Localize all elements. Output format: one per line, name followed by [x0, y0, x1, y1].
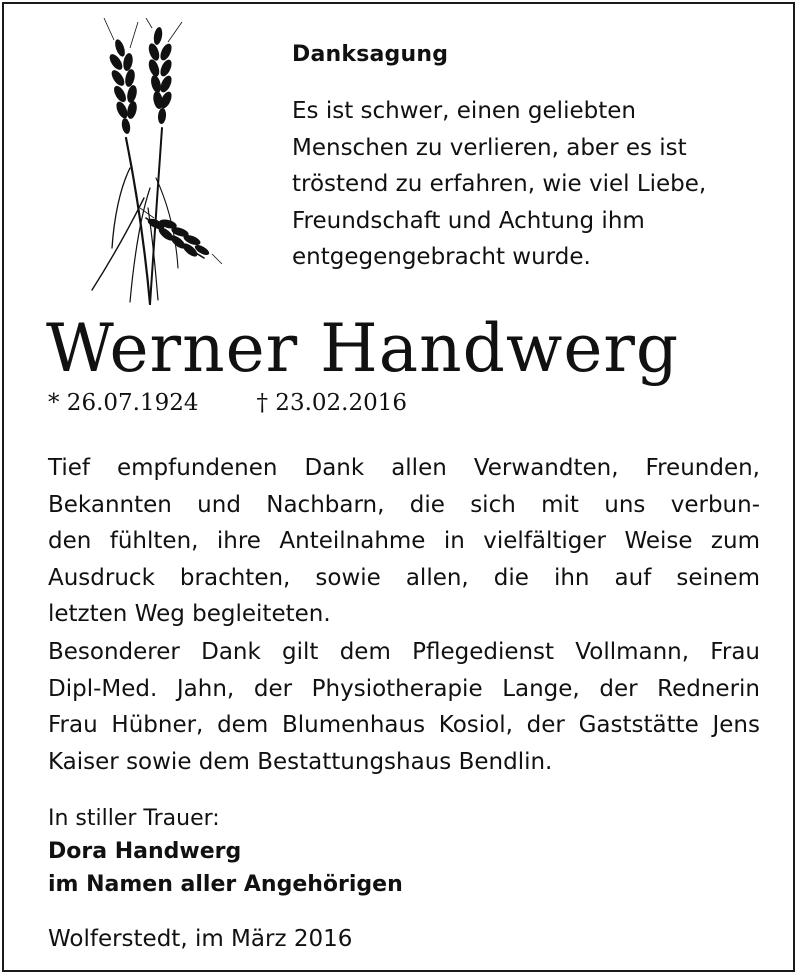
quote-line: Es ist schwer, einen geliebten	[292, 98, 636, 124]
quote	[292, 93, 792, 276]
signer-note: im Namen aller Angehörigen	[48, 872, 403, 897]
quote-line: Freundschaft und Achtung ihm	[292, 207, 645, 234]
paragraph-line: Dipl-Med. Jahn, der Physiotherapie Lange, der Rednerin	[48, 675, 760, 702]
paragraph-line: Besonderer Dank gilt dem Pflegedienst Vollmann, Frau	[48, 639, 760, 665]
birth-date: * 26.07.1924	[48, 390, 199, 416]
paragraph-line: letzten Weg begleiteten.	[48, 601, 331, 628]
mourning-label: In stiller Trauer:	[48, 806, 220, 831]
special-thanks-paragraph	[48, 634, 760, 780]
deceased-name: Werner Handwerg	[46, 310, 680, 387]
signature-block	[48, 802, 403, 901]
heading-danksagung: Danksagung	[292, 42, 449, 67]
death-date: † 23.02.2016	[256, 390, 407, 416]
paragraph-line: Bekannten und Nachbarn, die sich mit uns verbun-	[48, 491, 760, 518]
place-date: Wolferstedt, im März 2016	[48, 926, 353, 952]
paragraph-line: den fühlten, ihre Anteilnahme in vielfältiger Weise zum	[48, 528, 760, 555]
life-dates	[48, 390, 407, 416]
signer-name: Dora Handwerg	[48, 839, 242, 864]
quote-line: entgegengebracht wurde.	[292, 244, 591, 270]
paragraph-line: Frau Hübner, dem Blumenhaus Kosiol, der Gaststätte Jens	[48, 712, 760, 739]
paragraph-line: Kaiser sowie dem Bestattungshaus Bendlin.	[48, 748, 553, 775]
notice-frame	[2, 2, 795, 972]
quote-line: tröstend zu erfahren, wie viel Liebe,	[292, 171, 707, 197]
paragraph-line: Tief empfundenen Dank allen Verwandten, Freunden,	[48, 455, 760, 481]
paragraph-line: Ausdruck brachten, sowie allen, die ihn auf seinem	[48, 564, 760, 591]
wheat-icon	[84, 18, 224, 308]
thanks-paragraph	[48, 450, 760, 633]
quote-line: Menschen zu verlieren, aber es ist	[292, 134, 687, 161]
